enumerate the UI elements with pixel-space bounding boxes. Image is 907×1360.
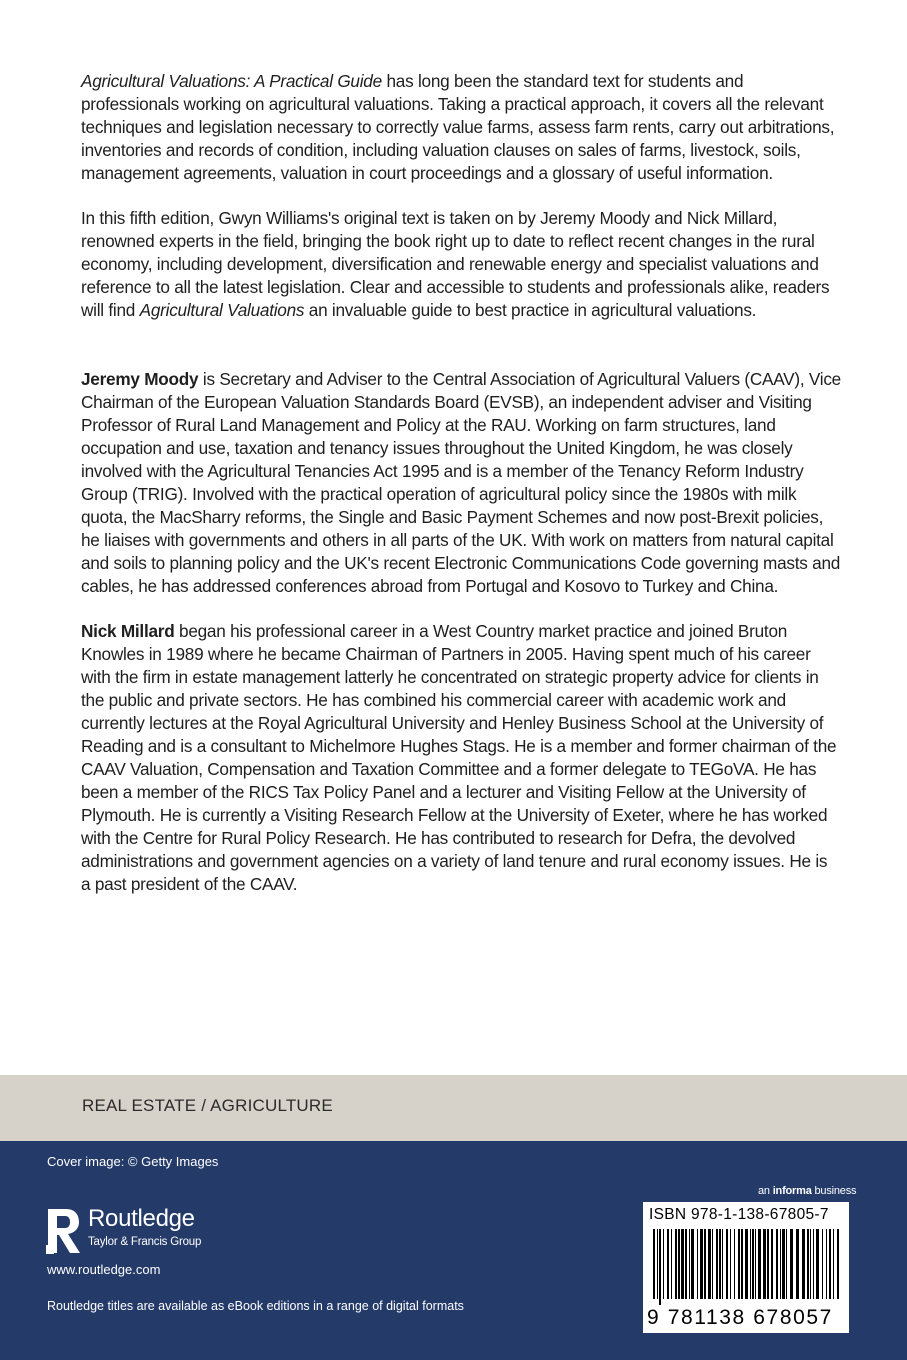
- publisher-website[interactable]: www.routledge.com: [47, 1262, 161, 1277]
- author-name: Nick Millard: [81, 621, 175, 641]
- barcode-bar: [837, 1229, 839, 1299]
- barcode-bar: [802, 1229, 805, 1299]
- barcode-bar: [782, 1229, 785, 1299]
- barcode-bar: [738, 1229, 740, 1299]
- barcode-bar: [807, 1229, 809, 1299]
- barcode-bar: [780, 1229, 781, 1299]
- author-bio-text: began his professional career in a West Country market practice and joined Bruton Knowles in 1989 where he became Chairman of Partners in 2005. Having spent much of his career with the firm in estate management latterly he concentrated on strategic property advice for clients in the public and private sectors. He has combined his commercial career with academic work and currently lectures at the Royal Agricultural University and Henley Business School at the University of Reading and is a consultant to Michelmore Hughes Stags. He is a member and former chairman of the CAAV Valuation, Compensation and Taxation Committee and a former delegate to TEGoVA. He has been a member of the RICS Tax Policy Panel and a lecturer and Visiting Fellow at the University of Plymouth. He is currently a Visiting Research Fellow at the University of Exeter, where he has worked with the Centre for Rural Policy Research. He has contributed to research for Defra, the devolved administrations and government agencies on a variety of land tenure and rural economy issues. He is a past president of the CAAV.: [81, 621, 837, 894]
- barcode-bar: [813, 1229, 814, 1299]
- description-text: In this fifth edition, Gwyn Williams's original text is taken on by Jeremy Moody and Nick Millard, renowned experts in the field, bringing the book right up to date to reflect recent changes in the rural economy, including development, diversification and renewable energy and specialist valuations and reference to all the latest legislation. Clear and accessible to students and professionals alike, readers will find: [81, 208, 830, 320]
- barcode-bar: [719, 1229, 721, 1299]
- book-title: Agricultural Valuations: A Practical Guide: [81, 71, 382, 91]
- barcode-bar: [678, 1229, 680, 1299]
- barcode-bar: [758, 1229, 761, 1299]
- barcode-bars: [651, 1229, 843, 1305]
- barcode-digits: 9 781138 678057: [647, 1306, 833, 1329]
- barcode-bar: [771, 1229, 773, 1299]
- barcode-bar: [741, 1229, 743, 1299]
- informa-brand: informa: [772, 1185, 812, 1197]
- barcode-bar: [776, 1229, 778, 1299]
- book-title: Agricultural Valuations: [139, 300, 305, 320]
- ebook-note: Routledge titles are available as eBook editions in a range of digital formats: [47, 1299, 464, 1313]
- barcode-bar: [816, 1229, 819, 1299]
- barcode-bar: [722, 1229, 723, 1299]
- routledge-r-icon: [46, 1207, 82, 1255]
- informa-prefix: an: [758, 1185, 773, 1197]
- barcode-bar: [708, 1229, 711, 1299]
- barcode-bar: [653, 1229, 655, 1299]
- publisher-footer: [0, 1141, 907, 1360]
- isbn-barcode: [643, 1202, 849, 1333]
- barcode-bar: [697, 1229, 698, 1299]
- description-paragraph-2: [81, 207, 841, 322]
- barcode-bar: [790, 1229, 793, 1299]
- author-bio-jeremy-moody: [81, 368, 841, 598]
- barcode-bar: [752, 1229, 754, 1299]
- barcode-bar: [796, 1229, 799, 1299]
- barcode-bar: [671, 1229, 672, 1299]
- barcode-bar: [826, 1229, 827, 1299]
- barcode-bar: [786, 1229, 787, 1299]
- barcode-bar: [810, 1229, 811, 1299]
- barcode-bar: [689, 1229, 690, 1299]
- author-name: Jeremy Moody: [81, 369, 199, 389]
- barcode-bar: [700, 1229, 703, 1299]
- barcode-bar: [734, 1229, 735, 1299]
- barcode-bar: [763, 1229, 766, 1299]
- publisher-name: Routledge: [88, 1205, 195, 1232]
- author-bio-text: is Secretary and Adviser to the Central Association of Agricultural Valuers (CAAV), Vice Chairman of the European Valuation Standards Board (EVSB), an independent adviser and Visiting Professor of Rural Land Management and Policy at the RAU. Working on farm structures, land occupation and use, taxation and tenancy issues throughout the United Kingdom, he was closely involved with the Agricultural Tenancies Act 1995 and is a member of the Tenancy Reform Industry Group (TRIG). Involved with the practical operation of agricultural policy since the 1980s with milk quota, the MacSharry reforms, the Single and Basic Payment Schemes and now post-Brexit policies, he liaises with governments and others in all parts of the UK. With work on matters from natural capital and soils to planning policy and the UK's recent Electronic Communications Code governing masts and cables, he has addressed conferences abroad from Portugal and Kosovo to Turkey and China.: [81, 369, 841, 596]
- publisher-group: Taylor & Francis Group: [88, 1236, 202, 1248]
- author-bio-nick-millard: [81, 620, 841, 896]
- description-text: has long been the standard text for students and professionals working on agricultural valuations. Taking a practical approach, it covers all the relevant techniques and legislation necessary to correctly value farms, assess farm rents, carry out arbitrations, inventories and records of condition, including valuation clauses on sales of farms, livestock, soils, management agreements, valuation in court proceedings and a glossary of useful information.: [81, 71, 835, 183]
- informa-suffix: business: [811, 1185, 857, 1197]
- barcode-bar: [704, 1229, 706, 1299]
- barcode-bar: [829, 1229, 831, 1299]
- category-label: REAL ESTATE / AGRICULTURE: [82, 1096, 333, 1115]
- routledge-logo: [46, 1207, 246, 1255]
- barcode-bar: [675, 1229, 677, 1299]
- barcode-bar: [716, 1229, 718, 1299]
- category-band: [0, 1075, 907, 1141]
- back-cover-text: [81, 70, 841, 896]
- barcode-bar: [767, 1229, 769, 1299]
- barcode-bar: [730, 1229, 731, 1299]
- barcode-bar: [685, 1229, 687, 1299]
- barcode-bar: [822, 1229, 823, 1299]
- barcode-bar: [755, 1229, 756, 1299]
- barcode-bar: [726, 1229, 728, 1299]
- description-paragraph-1: [81, 70, 841, 185]
- barcode-bar: [663, 1229, 664, 1299]
- barcode-bar: [750, 1229, 751, 1299]
- cover-image-credit: Cover image: © Getty Images: [47, 1154, 219, 1169]
- barcode-bar: [745, 1229, 748, 1299]
- barcode-bar: [667, 1229, 669, 1299]
- barcode-bar: [681, 1229, 684, 1299]
- informa-tagline: [758, 1185, 856, 1197]
- description-text: an invaluable guide to best practice in agricultural valuations.: [304, 300, 757, 320]
- barcode-bar: [833, 1229, 834, 1299]
- barcode-bar: [691, 1229, 694, 1299]
- barcode-bar: [659, 1229, 661, 1305]
- barcode-bar: [657, 1229, 658, 1299]
- barcode-bar: [712, 1229, 713, 1299]
- isbn-label: ISBN 978-1-138-67805-7: [649, 1206, 829, 1223]
